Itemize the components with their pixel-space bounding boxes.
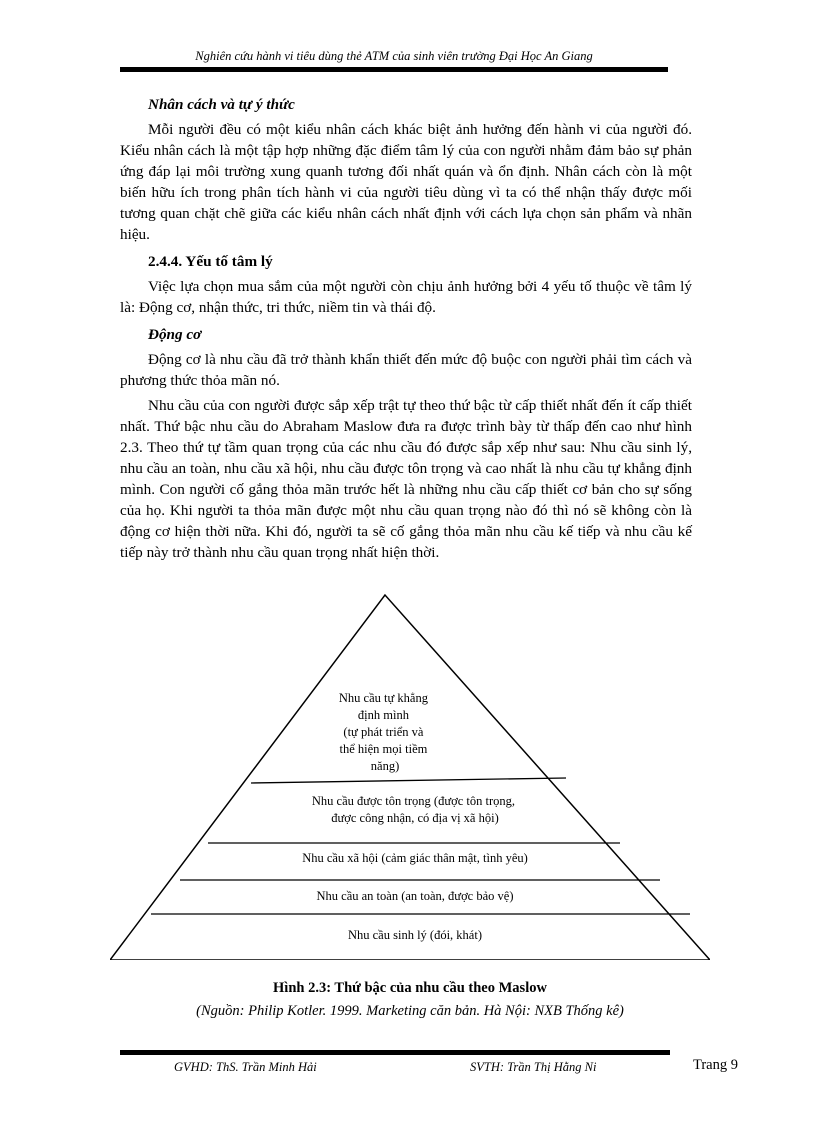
self-actualization-line-5: năng) [370, 759, 400, 773]
self-actualization-line-2: định mình [357, 708, 409, 722]
paragraph-motive: Động cơ là nhu cầu đã trở thành khẩn thiết đến mức độ buộc con người phải tìm cách và phương thức thỏa mãn nó. [120, 351, 692, 389]
section-heading: 2.4.4. Yếu tố tâm lý [148, 253, 273, 270]
self-actualization-line-1: Nhu cầu tự khẳng [338, 691, 428, 705]
esteem-line-1: Nhu cầu được tôn trọng (được tôn trọng, [311, 794, 515, 808]
pyramid-divider-1 [251, 778, 566, 783]
page-number: Trang 9 [693, 1057, 738, 1073]
paragraph-psych: Việc lựa chọn mua sắm của một người còn chịu ảnh hưởng bởi 4 yếu tố thuộc về tâm lý là: Động cơ, nhận thức, tri thức, niềm tin và thái độ. [120, 278, 692, 316]
header-rule [120, 67, 668, 72]
footer-rule [120, 1050, 670, 1055]
level-physiological: Nhu cầu sinh lý (đói, khát) [347, 928, 483, 942]
figure-caption: Hình 2.3: Thứ bậc của nhu cầu theo Maslow [273, 980, 547, 996]
self-actualization-line-3: (tự phát triển và [343, 725, 424, 739]
level-social: Nhu cầu xã hội (cảm giác thân mật, tình yêu) [302, 851, 528, 865]
maslow-pyramid [110, 590, 710, 960]
level-esteem [312, 794, 518, 825]
pyramid-outline [110, 595, 710, 960]
self-actualization-line-4: thể hiện mọi tiềm [339, 742, 428, 756]
footer-advisor: GVHD: ThS. Trần Minh Hải [174, 1060, 317, 1074]
paragraph-maslow: Nhu cầu của con người được sắp xếp trật tự theo thứ bậc từ cấp thiết nhất đến ít cấp thiết nhất. Thứ bậc nhu cầu do Abraham Maslow đưa ra được trình bày từ thấp đến cao như hình 2.3. Theo thứ tự tầm quan trọng của các nhu cầu đó được sắp xếp như sau: Nhu cầu sinh lý, nhu cầu an toàn, nhu cầu xã hội, nhu cầu được tôn trọng và cao nhất là nhu cầu tự khẳng định mình. Con người cố gắng thỏa mãn trước hết là những nhu cầu cấp thiết cơ bản cho sự sống của họ. Khi người ta thỏa mãn được một nhu cầu quan trọng nào đó thì nó sẽ không còn là động cơ hiện thời nữa. Khi đó, người ta sẽ cố gắng thỏa mãn nhu cầu kế tiếp và nhu cầu kế tiếp này trở thành nhu cầu quan trọng nhất hiện thời. [120, 397, 692, 561]
level-safety: Nhu cầu an toàn (an toàn, được bảo vệ) [316, 889, 514, 903]
main-content [120, 90, 692, 563]
page-header: Nghiên cứu hành vi tiêu dùng thẻ ATM của sinh viên trường Đại Học An Giang [195, 49, 593, 63]
figure-source: (Nguồn: Philip Kotler. 1999. Marketing căn bản. Hà Nội: NXB Thống kê) [196, 1003, 624, 1019]
paragraph-personality: Mỗi người đều có một kiểu nhân cách khác biệt ảnh hưởng đến hành vi của người đó. Kiểu nhân cách là một tập hợp những đặc điểm tâm lý của con người nhằm đảm bảo sự phản ứng đáp lại môi trường xung quanh tương đối nhất quán và ổn định. Nhân cách còn là một biến hữu ích trong phân tích hành vi của người tiêu dùng vì ta có thể nhận thấy được mối tương quan chặt chẽ giữa các kiểu nhân cách nhất định với cách lựa chọn sản phẩm và nhãn hiệu. [120, 121, 692, 243]
heading-personality: Nhân cách và tự ý thức [148, 96, 295, 113]
heading-motive: Động cơ [148, 326, 202, 343]
level-self-actualization [339, 691, 431, 773]
footer-student: SVTH: Trần Thị Hằng Ni [470, 1060, 597, 1074]
esteem-line-2: được công nhận, có địa vị xã hội) [331, 811, 499, 825]
